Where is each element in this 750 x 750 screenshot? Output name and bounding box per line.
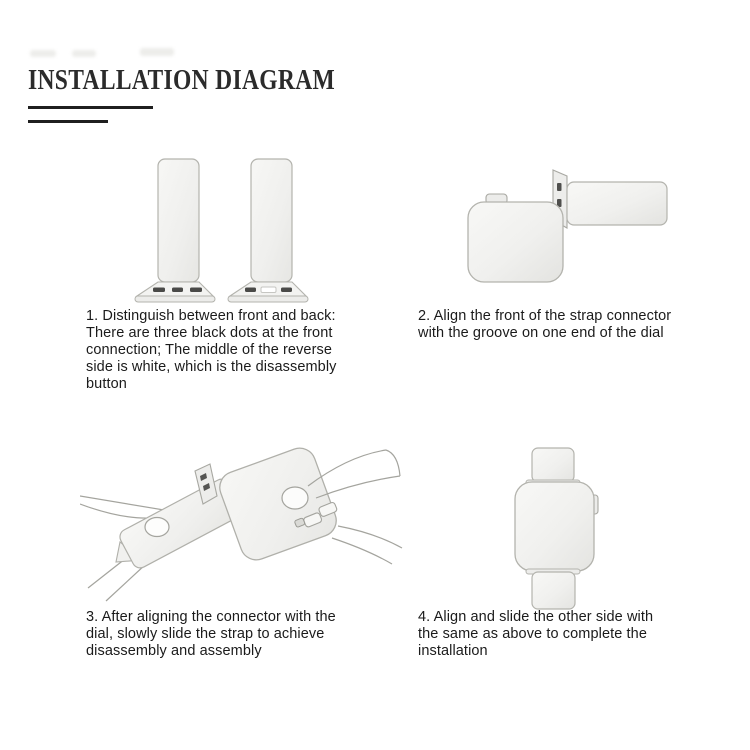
- step-2-text: [418, 308, 671, 342]
- step-1-line: There are three black dots at the front: [86, 325, 333, 341]
- step-3-text: [86, 609, 336, 660]
- connector-groove-slot: [557, 183, 562, 191]
- front-dot-3: [190, 288, 202, 293]
- watch-dial: [468, 202, 563, 282]
- step-1-line: connection; The middle of the reverse: [86, 342, 333, 358]
- right-thumb: [282, 487, 308, 509]
- front-dot-1: [153, 288, 165, 293]
- step-3-line: dial, slowly slide the strap to achieve: [86, 626, 325, 642]
- back-dot-right: [281, 288, 292, 293]
- illustration-connector-align-dial: [455, 162, 677, 288]
- step-3-line: disassembly and assembly: [86, 643, 262, 659]
- disassembly-button-white: [261, 287, 276, 293]
- step-1-line: side is white, which is the disassembly: [86, 359, 337, 375]
- step-4-line: installation: [418, 643, 488, 659]
- step-4-line: the same as above to complete the: [418, 626, 647, 642]
- strap-front: [135, 159, 215, 302]
- step-1-text: [86, 308, 337, 393]
- ghost-smudge: [30, 50, 56, 57]
- step-4-text: [418, 609, 653, 660]
- illustration-assembled-watch: [505, 443, 615, 613]
- step-3-line: 3. After aligning the connector with the: [86, 609, 336, 625]
- front-dot-2: [172, 288, 183, 293]
- step-2-line: with the groove on one end of the dial: [418, 325, 664, 341]
- illustration-hands-sliding-strap: [80, 438, 405, 610]
- illustration-straps-front-back: [128, 152, 314, 304]
- bottom-strap: [532, 572, 575, 609]
- left-thumb: [145, 518, 169, 537]
- step-1-line: button: [86, 376, 127, 392]
- watch-dial: [215, 444, 340, 565]
- watch-dial: [515, 482, 594, 571]
- step-1-line: 1. Distinguish between front and back:: [86, 308, 336, 324]
- back-dot-left: [245, 288, 256, 293]
- page-title: INSTALLATION DIAGRAM: [28, 65, 336, 96]
- title-underline-long: [28, 106, 153, 109]
- step-2-line: 2. Align the front of the strap connector: [418, 308, 672, 324]
- ghost-smudge: [72, 50, 96, 57]
- title-underline-short: [28, 120, 108, 123]
- top-strap: [532, 448, 574, 482]
- step-4-line: 4. Align and slide the other side with: [418, 609, 654, 625]
- ghost-smudge: [140, 48, 174, 56]
- strap-back: [228, 159, 308, 302]
- strap-band: [567, 182, 667, 225]
